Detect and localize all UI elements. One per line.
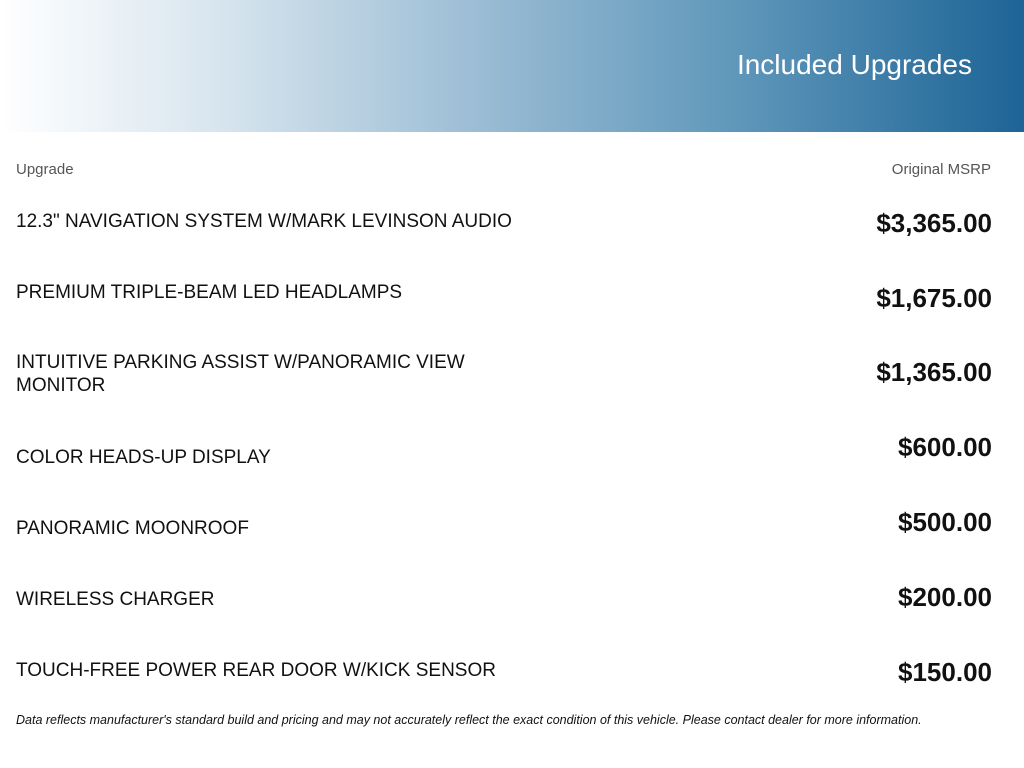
upgrade-price: $500.00 [898,507,992,537]
upgrade-name: INTUITIVE PARKING ASSIST W/PANORAMIC VIEW MONITOR [16,352,465,396]
upgrade-price: $1,675.00 [876,283,992,313]
column-header-upgrade: Upgrade [16,161,74,178]
upgrade-price: $200.00 [898,582,992,612]
upgrade-name: WIRELESS CHARGER [16,589,215,610]
upgrade-name: 12.3" NAVIGATION SYSTEM W/MARK LEVINSON AUDIO [16,211,512,232]
upgrade-price: $1,365.00 [876,357,992,387]
upgrade-name: PREMIUM TRIPLE-BEAM LED HEADLAMPS [16,282,403,303]
upgrade-name: COLOR HEADS-UP DISPLAY [16,447,271,468]
disclaimer-text: Data reflects manufacturer's standard build and pricing and may not accurately reflect the exact condition of this vehicle. Please contact dealer for more information. [16,713,922,727]
page-title: Included Upgrades [736,49,972,80]
upgrade-price: $3,365.00 [876,208,992,238]
column-header-msrp: Original MSRP [891,161,991,178]
header-banner [0,0,1024,132]
upgrade-price: $150.00 [898,657,992,687]
upgrade-name: TOUCH-FREE POWER REAR DOOR W/KICK SENSOR [16,660,496,681]
upgrade-name: PANORAMIC MOONROOF [16,518,249,539]
upgrade-price: $600.00 [898,432,992,462]
